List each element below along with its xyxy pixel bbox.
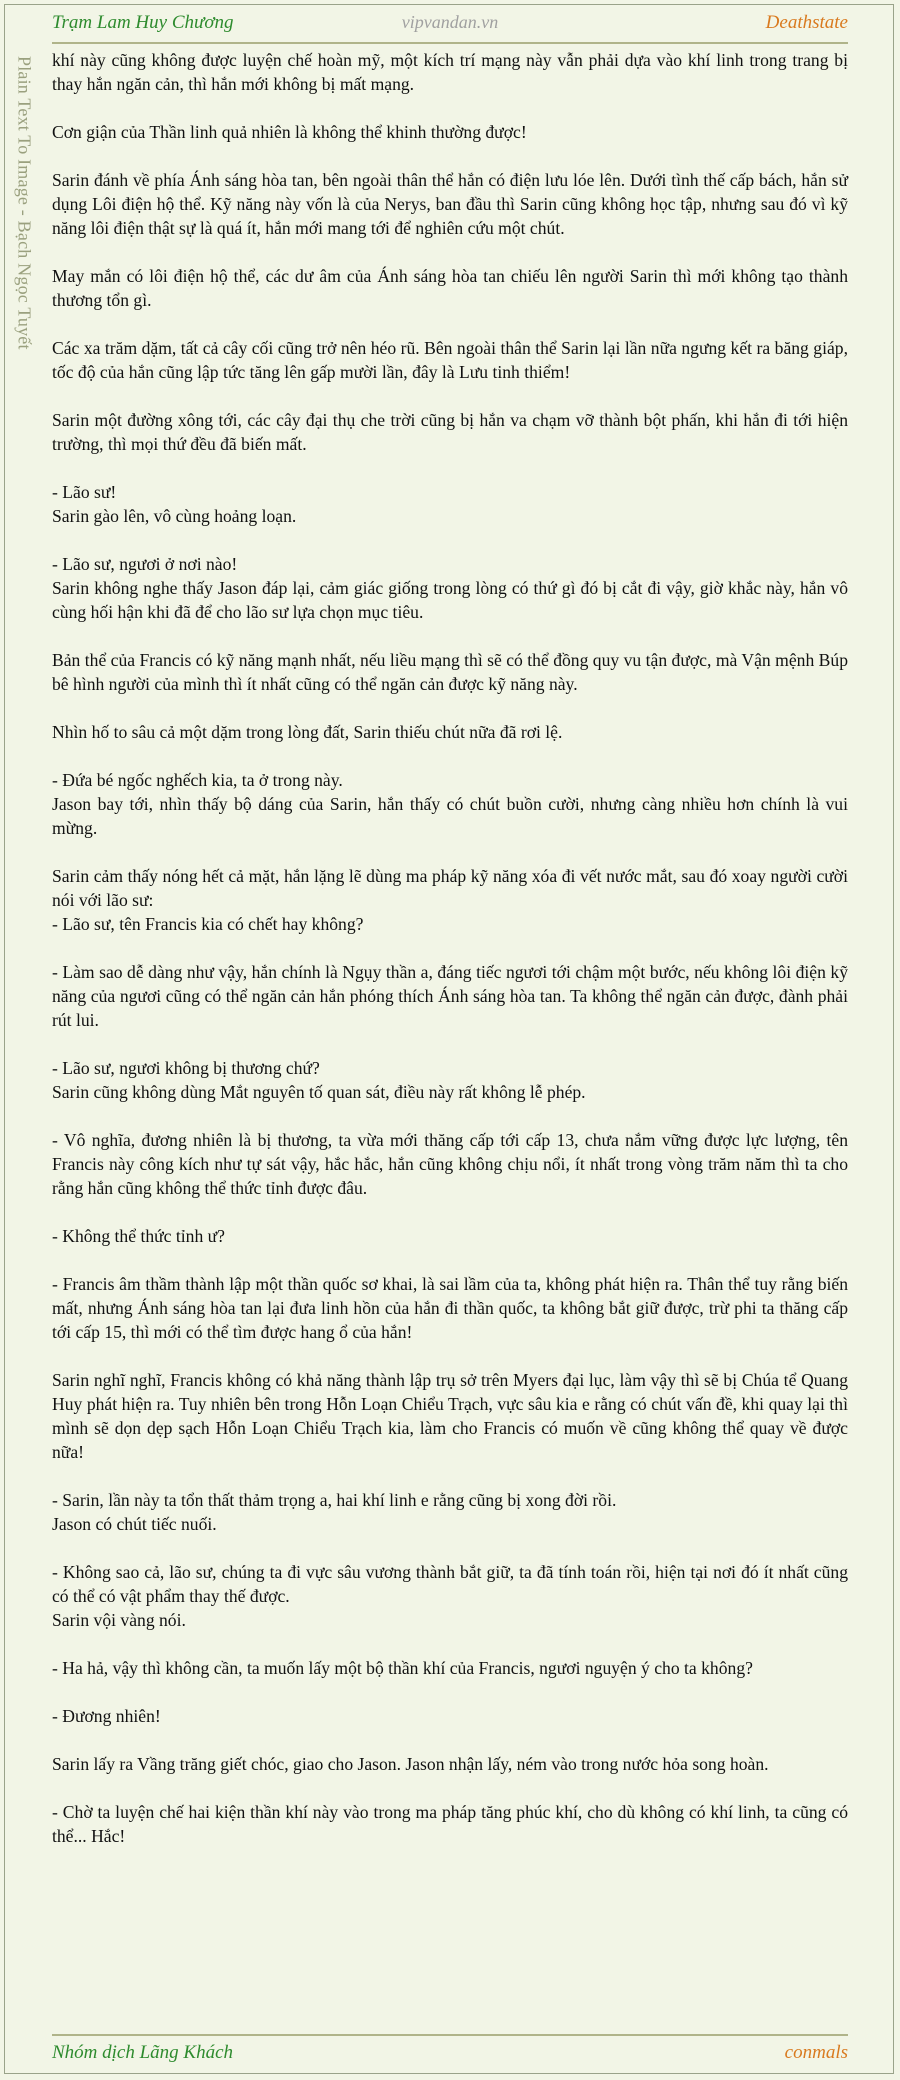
paragraph: - Francis âm thầm thành lập một thần quốc sơ khai, là sai lầm của ta, không phát hiện ra. Thân thể tuy rằng biến mất, nhưng Ánh sáng hòa tan lại đưa linh hồn của hắn đi thần quốc, ta không bắt giữ được, trừ phi ta thăng cấp tới cấp 15, thì mới có thể tìm được hang ổ của hắn! [52,1274,848,1342]
paragraph: - Vô nghĩa, đương nhiên là bị thương, ta vừa mới thăng cấp tới cấp 13, chưa nắm vững được lực lượng, tên Francis này công kích như tự sát vậy, hắc hắc, hắn cũng không chịu nổi, ít nhất trong vòng trăm năm thì ta cho rằng hắn cũng không thể thức tỉnh được đâu. [52,1130,848,1198]
paragraph: khí này cũng không được luyện chế hoàn mỹ, một kích trí mạng này vẫn phải dựa vào khí linh trong trang bị thay hắn ngăn cản, thì hắn mới không bị mất mạng. [52,50,848,94]
header-divider [52,42,848,44]
paragraph: - Không sao cả, lão sư, chúng ta đi vực sâu vương thành bắt giữ, ta đã tính toán rồi, hiện tại nơi đó ít nhất cũng có thể có vật phẩm thay thế được. Sarin vội vàng nói. [52,1562,848,1630]
page-header [52,10,848,40]
paragraph: Sarin nghĩ nghĩ, Francis không có khả năng thành lập trụ sở trên Myers đại lục, làm vậy thì sẽ bị Chúa tể Quang Huy phát hiện ra. Tuy nhiên bên trong Hỗn Loạn Chiểu Trạch, vực sâu kia e rằng có chút vấn đề, khi quay lại thì mình sẽ dọn dẹp sạch Hỗn Loạn Chiểu Trạch kia, làm cho Francis có muốn về cũng không thể quay về được nữa! [52,1370,848,1462]
paragraph: - Lão sư! Sarin gào lên, vô cùng hoảng loạn. [52,482,297,526]
translator-name[interactable]: conmals [784,2042,848,2063]
paragraph: Sarin lấy ra Vầng trăng giết chóc, giao cho Jason. Jason nhận lấy, ném vào trong nước hỏa song hoàn. [52,1754,769,1774]
book-title[interactable]: Deathstate [765,12,848,33]
paragraph: - Ha hả, vậy thì không cần, ta muốn lấy một bộ thần khí của Francis, ngươi nguyện ý cho ta không? [52,1658,753,1678]
paragraph: - Sarin, lần này ta tổn thất thảm trọng a, hai khí linh e rằng cũng bị xong đời rồi. Jason có chút tiếc nuối. [52,1490,617,1534]
footer-divider [52,2034,848,2036]
paragraph: - Đương nhiên! [52,1706,161,1726]
paragraph: - Làm sao dễ dàng như vậy, hắn chính là Ngụy thần a, đáng tiếc ngươi tới chậm một bước, nếu không lôi điện kỹ năng của ngươi cũng có thể ngăn cản hắn phóng thích Ánh sáng hòa tan. Ta không thể ngăn cản được, đành phải rút lui. [52,962,848,1030]
side-label: Plain Text To Image - Bạch Ngọc Tuyết [14,56,35,350]
translation-group[interactable]: Nhóm dịch Lãng Khách [52,2042,234,2063]
paragraph: Nhìn hố to sâu cả một dặm trong lòng đất, Sarin thiếu chút nữa đã rơi lệ. [52,722,563,742]
paragraph: Cơn giận của Thần linh quả nhiên là không thể khinh thường được! [52,122,527,142]
page-footer [52,2040,848,2070]
paragraph: - Lão sư, ngươi không bị thương chứ? Sarin cũng không dùng Mắt nguyên tố quan sát, điều này rất không lễ phép. [52,1058,586,1102]
paragraph: Sarin một đường xông tới, các cây đại thụ che trời cũng bị hắn va chạm vỡ thành bột phấn, khi hắn đi tới hiện trường, thì mọi thứ đều đã biến mất. [52,410,848,454]
paragraph: - Chờ ta luyện chế hai kiện thần khí này vào trong ma pháp tăng phúc khí, cho dù không có khí linh, ta cũng có thể... Hắc! [52,1802,848,1846]
paragraph: - Lão sư, ngươi ở nơi nào! Sarin không nghe thấy Jason đáp lại, cảm giác giống trong lòng có thứ gì đó bị cắt đi vậy, giờ khắc này, hắn vô cùng hối hận khi đã để cho lão sư lựa chọn mục tiêu. [52,554,848,622]
side-watermark [4,56,44,416]
paragraph: May mắn có lôi điện hộ thể, các dư âm của Ánh sáng hòa tan chiếu lên người Sarin thì mới không tạo thành thương tổn gì. [52,266,848,310]
chapter-body [52,48,848,1872]
site-domain[interactable]: vipvandan.vn [401,12,499,32]
site-name[interactable]: Trạm Lam Huy Chương [52,12,234,33]
paragraph: - Không thể thức tỉnh ư? [52,1226,225,1246]
paragraph: Sarin đánh về phía Ánh sáng hòa tan, bên ngoài thân thể hắn có điện lưu lóe lên. Dưới tình thế cấp bách, hắn sử dụng Lôi điện hộ thể. Kỹ năng này vốn là của Nerys, ban đầu thì Sarin cũng không học tập, nhưng sau đó vì kỹ năng lôi điện thật sự là quá ít, hắn mới mang tới để nghiên cứu một chút. [52,170,848,238]
paragraph: Bản thể của Francis có kỹ năng mạnh nhất, nếu liều mạng thì sẽ có thể đồng quy vu tận được, mà Vận mệnh Búp bê hình người của mình thì ít nhất cũng có thể ngăn cản được kỹ năng này. [52,650,848,694]
paragraph: Các xa trăm dặm, tất cả cây cối cũng trở nên héo rũ. Bên ngoài thân thể Sarin lại lần nữa ngưng kết ra băng giáp, tốc độ của hắn cũng lập tức tăng lên gấp mười lần, đây là Lưu tinh thiểm! [52,338,848,382]
paragraph: Sarin cảm thấy nóng hết cả mặt, hắn lặng lẽ dùng ma pháp kỹ năng xóa đi vết nước mắt, sau đó xoay người cười nói với lão sư: - Lão sư, tên Francis kia có chết hay không? [52,866,848,934]
paragraph: - Đứa bé ngốc nghếch kia, ta ở trong này. Jason bay tới, nhìn thấy bộ dáng của Sarin, hắn thấy có chút buồn cười, nhưng càng nhiều hơn chính là vui mừng. [52,770,848,838]
